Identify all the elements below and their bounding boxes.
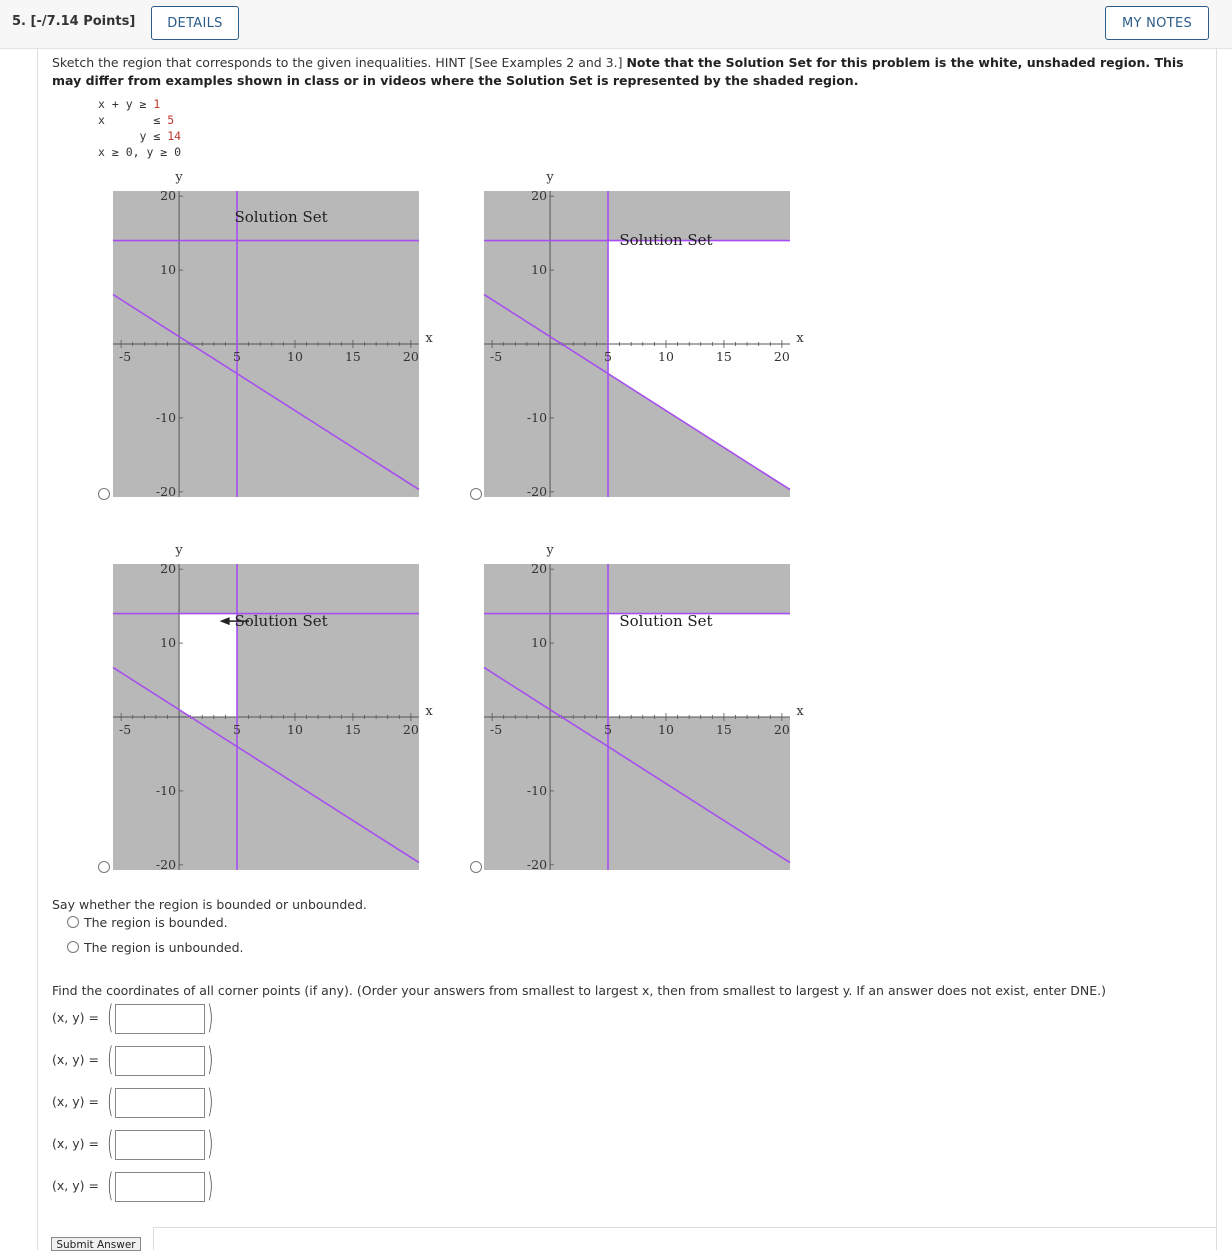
y-tick-label: -20 xyxy=(155,856,177,872)
graph-option-2[interactable] xyxy=(471,165,811,505)
x-tick-label: 10 xyxy=(658,349,674,364)
question-points: [-/7.14 Points] xyxy=(30,14,136,29)
y-tick-label: 20 xyxy=(160,188,177,204)
x-tick-label: -5 xyxy=(490,722,503,737)
open-paren: ( xyxy=(107,1082,114,1120)
x-tick-label: 20 xyxy=(402,722,419,737)
content-border-right xyxy=(1216,48,1217,1228)
corner-point-label: (x, y) = xyxy=(52,1052,99,1067)
graph-option-4[interactable] xyxy=(471,538,811,878)
close-paren: ) xyxy=(207,1166,214,1204)
bottom-panel xyxy=(153,1227,1217,1250)
solution-set-label: Solution Set xyxy=(234,208,328,227)
x-tick-label: 15 xyxy=(715,349,732,364)
inequality-3-lhs: y ≤ xyxy=(98,129,161,143)
x-tick-label: 5 xyxy=(233,349,241,364)
corner-point-label: (x, y) = xyxy=(52,1178,99,1193)
corner-point-label: (x, y) = xyxy=(52,1010,99,1025)
solution-set-label: Solution Set xyxy=(619,230,713,249)
y-tick-label: -20 xyxy=(526,856,548,872)
x-tick-label: -5 xyxy=(119,722,132,737)
x-axis-label: x xyxy=(796,331,804,346)
corner-points-instructions: Find the coordinates of all corner points (if any). (Order your answers from smallest to largest x, then from smallest to largest y. If an answer does not exist, enter DNE.) xyxy=(52,983,1107,998)
inequality-2-rhs: 5 xyxy=(167,113,175,127)
submit-answer-button[interactable]: Submit Answer xyxy=(51,1237,141,1251)
inequality-2-lhs: x ≤ xyxy=(98,113,161,127)
bounded-option-label: The region is bounded. xyxy=(84,915,228,930)
my-notes-button[interactable]: MY NOTES xyxy=(1105,6,1209,40)
x-tick-label: -5 xyxy=(490,349,503,364)
x-tick-label: 5 xyxy=(604,349,612,364)
bounded-question-text: Say whether the region is bounded or unbounded. xyxy=(52,897,367,912)
corner-point-input-1[interactable] xyxy=(115,1004,205,1034)
question-index: 5. xyxy=(12,14,26,29)
x-tick-label: 5 xyxy=(233,722,241,737)
graph-option-1[interactable] xyxy=(100,165,440,505)
inequality-4 xyxy=(98,145,181,159)
unbounded-option-label: The region is unbounded. xyxy=(84,940,244,955)
close-paren: ) xyxy=(207,1082,214,1120)
y-tick-label: 20 xyxy=(531,188,548,204)
x-axis-label: x xyxy=(425,704,433,719)
open-paren: ( xyxy=(107,1124,114,1162)
close-paren: ) xyxy=(207,1040,214,1078)
y-tick-label: 10 xyxy=(531,635,548,651)
inequality-1-lhs: x + y ≥ xyxy=(98,97,147,111)
bounded-radio[interactable] xyxy=(67,916,79,928)
close-paren: ) xyxy=(207,1124,214,1162)
y-tick-label: -10 xyxy=(155,782,177,798)
x-tick-label: 20 xyxy=(773,722,790,737)
open-paren: ( xyxy=(107,998,114,1036)
x-axis-label: x xyxy=(796,704,804,719)
x-tick-label: 10 xyxy=(287,349,303,364)
x-tick-label: -5 xyxy=(119,349,132,364)
question-header xyxy=(0,0,1232,49)
inequality-4-lhs: x ≥ 0, y ≥ 0 xyxy=(98,145,182,159)
close-paren: ) xyxy=(207,998,214,1036)
x-axis-label: x xyxy=(425,331,433,346)
x-tick-label: 10 xyxy=(287,722,303,737)
y-axis-label: y xyxy=(175,543,183,558)
prompt-text: Sketch the region that corresponds to the given inequalities. HINT [See Examples 2 and 3.] xyxy=(52,55,627,70)
open-paren: ( xyxy=(107,1166,114,1204)
inequality-3-rhs: 14 xyxy=(167,129,182,143)
corner-point-input-4[interactable] xyxy=(115,1130,205,1160)
y-tick-label: 20 xyxy=(531,561,548,577)
x-tick-label: 5 xyxy=(604,722,612,737)
y-tick-label: 20 xyxy=(160,561,177,577)
corner-point-label: (x, y) = xyxy=(52,1094,99,1109)
y-tick-label: -10 xyxy=(155,409,177,425)
y-tick-label: -20 xyxy=(526,483,548,499)
inequality-1-rhs: 1 xyxy=(153,97,161,111)
x-tick-label: 20 xyxy=(402,349,419,364)
x-tick-label: 15 xyxy=(715,722,732,737)
x-tick-label: 20 xyxy=(773,349,790,364)
y-tick-label: 10 xyxy=(160,262,177,278)
y-tick-label: -10 xyxy=(526,782,548,798)
question-number xyxy=(12,14,135,29)
unshaded-region xyxy=(179,614,237,717)
corner-point-input-5[interactable] xyxy=(115,1172,205,1202)
y-tick-label: -10 xyxy=(526,409,548,425)
x-tick-label: 15 xyxy=(344,722,361,737)
prompt-note: Note that the Solution Set for this problem is the white, unshaded region. This may differ from examples shown in class or in videos where the Solution Set is represented by the shaded region. xyxy=(52,55,1184,88)
y-axis-label: y xyxy=(175,170,183,185)
details-button[interactable]: DETAILS xyxy=(151,6,239,40)
open-paren: ( xyxy=(107,1040,114,1078)
inequality-3 xyxy=(98,129,181,143)
x-tick-label: 15 xyxy=(344,349,361,364)
graph-option-3[interactable] xyxy=(100,538,440,878)
inequality-1 xyxy=(98,97,160,111)
inequality-2 xyxy=(98,113,174,127)
content-border-left xyxy=(37,48,38,1250)
solution-set-label: Solution Set xyxy=(234,612,328,631)
x-tick-label: 10 xyxy=(658,722,674,737)
corner-point-input-3[interactable] xyxy=(115,1088,205,1118)
y-tick-label: -20 xyxy=(155,483,177,499)
problem-prompt xyxy=(52,54,1202,90)
unbounded-radio[interactable] xyxy=(67,941,79,953)
y-axis-label: y xyxy=(546,170,554,185)
solution-set-label: Solution Set xyxy=(619,612,713,631)
y-axis-label: y xyxy=(546,543,554,558)
corner-point-input-2[interactable] xyxy=(115,1046,205,1076)
y-tick-label: 10 xyxy=(160,635,177,651)
y-tick-label: 10 xyxy=(531,262,548,278)
corner-point-label: (x, y) = xyxy=(52,1136,99,1151)
